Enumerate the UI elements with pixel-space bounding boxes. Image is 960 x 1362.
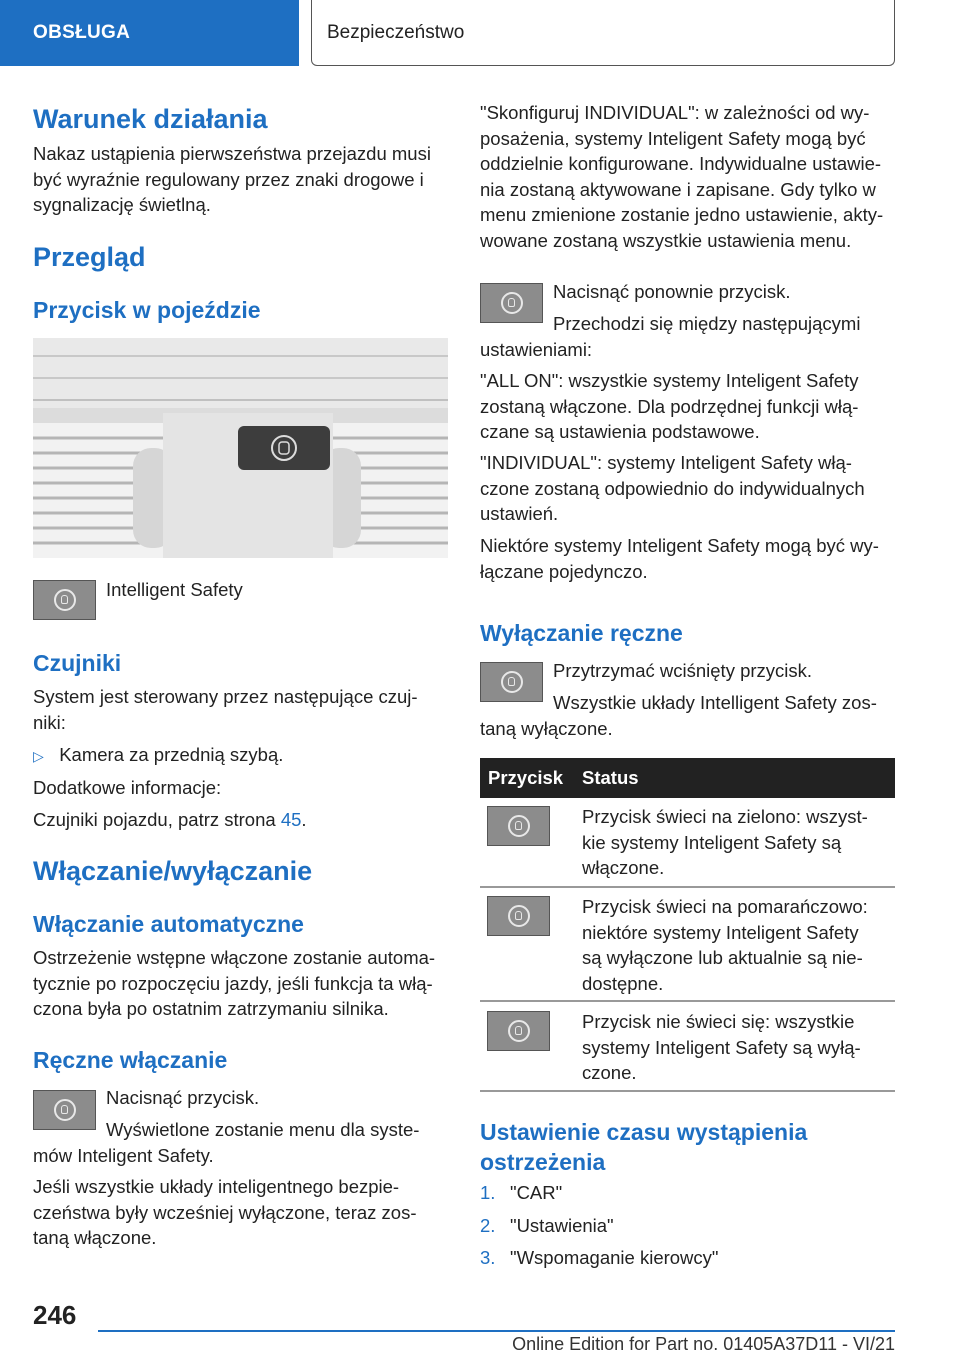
column-header-button: Przycisk — [488, 767, 564, 788]
paragraph-sensors: System jest sterowany przez następujące czuj- niki: — [33, 686, 418, 733]
heading-overview: Przegląd — [33, 242, 146, 272]
page-link[interactable]: 45 — [280, 809, 302, 830]
dashboard-illustration — [33, 338, 448, 558]
icon-caption: Intelligent Safety — [106, 579, 243, 600]
heading-on-off: Włączanie/wyłączanie — [33, 856, 313, 886]
paragraph-cycle: Przechodzi się między następującymi ustawieniami: — [480, 313, 861, 360]
page-number: 246 — [33, 1300, 77, 1330]
heading-warning-timing: Ustawienie czasu wystąpienia ostrzeżenia — [480, 1119, 808, 1175]
paragraph-hold: Przytrzymać wciśnięty przycisk. — [553, 660, 813, 681]
paragraph-all-off: Wszystkie układy Intelligent Safety zos- taną wyłączone. — [480, 692, 877, 739]
footer-divider — [98, 1330, 895, 1332]
table-row: Przycisk nie świeci się: wszystkie systemy Inteligent Safety są wyłą- czone. — [582, 1011, 861, 1083]
steps-list — [480, 1180, 895, 1271]
paragraph-press: Nacisnąć przycisk. — [106, 1087, 260, 1108]
paragraph-if-disabled: Jeśli wszystkie układy inteligentnego bezpie- czeństwa były wcześniej wyłączone, teraz zos- taną włączone. — [33, 1176, 417, 1248]
heading-condition: Warunek działania — [33, 104, 268, 134]
intelligent-safety-button-icon — [487, 1011, 550, 1051]
column-header-status: Status — [582, 767, 639, 788]
heading-button-in-vehicle: Przycisk w pojeździe — [33, 297, 261, 323]
paragraph-menu: Wyświetlone zostanie menu dla syste- mów Inteligent Safety. — [33, 1119, 420, 1166]
status-table-header — [480, 758, 895, 798]
vehicle-button-photo — [33, 338, 448, 558]
paragraph-press-again: Nacisnąć ponownie przycisk. — [553, 281, 791, 302]
topic-tab: Bezpieczeństwo — [311, 0, 895, 66]
paragraph-more-info: Dodatkowe informacje: — [33, 777, 222, 798]
heading-manual-off: Wyłączanie ręczne — [480, 620, 683, 646]
table-row: Przycisk świeci na pomarańczowo: niektóre systemy Inteligent Safety są wyłączone lub aktualnie są nie- dostępne. — [582, 896, 868, 994]
intelligent-safety-button-icon — [33, 580, 96, 620]
heading-manual-on: Ręczne włączanie — [33, 1047, 228, 1073]
table-row-divider — [480, 1090, 895, 1092]
list-item: 3. "Wspomaganie kierowcy" — [480, 1247, 719, 1268]
table-row: Przycisk świeci na zielono: wszyst- kie systemy Inteligent Safety są włączone. — [582, 806, 868, 878]
paragraph-condition: Nakaz ustąpienia pierwszeństwa przejazdu musi być wyraźnie regulowany przez znaki drogowe i sygnalizację świetlną. — [33, 143, 431, 215]
section-tab: OBSŁUGA — [0, 0, 299, 66]
triangle-bullet-icon: ▷ — [33, 748, 44, 764]
intelligent-safety-glyph-icon — [508, 1020, 530, 1042]
table-row-divider — [480, 1000, 895, 1002]
list-item: ▷ Kamera za przednią szybą. — [33, 744, 284, 765]
heading-automatic: Włączanie automatyczne — [33, 911, 304, 937]
intelligent-safety-glyph-icon — [54, 589, 76, 611]
footer-edition: Online Edition for Part no. 01405A37D11 - VI/21 — [512, 1334, 895, 1354]
list-item: 1. "CAR" — [480, 1182, 563, 1203]
heading-sensors: Czujniki — [33, 650, 122, 676]
paragraph-individual: "INDIVIDUAL": systemy Inteligent Safety włą- czone zostaną odpowiednio do indywidualnych ustawień. — [480, 452, 865, 524]
paragraph-all-on: "ALL ON": wszystkie systemy Inteligent Safety zostaną włączone. Dla podrzędnej funkcji włą- czane są ustawienia podstawowe. — [480, 370, 859, 442]
paragraph-automatic: Ostrzeżenie wstępne włączone zostanie automa- tycznie po rozpoczęciu jazdy, jeśli funkcja ta włą- czona była po ostatnim zatrzymaniu silnika. — [33, 947, 436, 1019]
intelligent-safety-glyph-icon — [508, 905, 530, 927]
list-item: 2. "Ustawienia" — [480, 1214, 614, 1236]
intelligent-safety-glyph-icon — [508, 815, 530, 837]
paragraph-configure: "Skonfiguruj INDIVIDUAL": w zależności od wy- posażenia, systemy Inteligent Safety mogą być oddzielnie konfigurowane. Indywidualne ustawie- nia zostaną aktywowane i zapisane. Gdy tylko w menu zmienione zostanie jedno ustawienie, akty- wowane zostaną wszystkie ustawienia menu. — [480, 102, 884, 251]
paragraph-some-systems: Niektóre systemy Inteligent Safety mogą być wy- łączane pojedynczo. — [480, 535, 879, 582]
intelligent-safety-button-icon — [487, 806, 550, 846]
table-row-divider — [480, 886, 895, 888]
paragraph-sensors-ref: Czujniki pojazdu, patrz strona 45. — [33, 809, 307, 830]
intelligent-safety-button-icon — [487, 896, 550, 936]
